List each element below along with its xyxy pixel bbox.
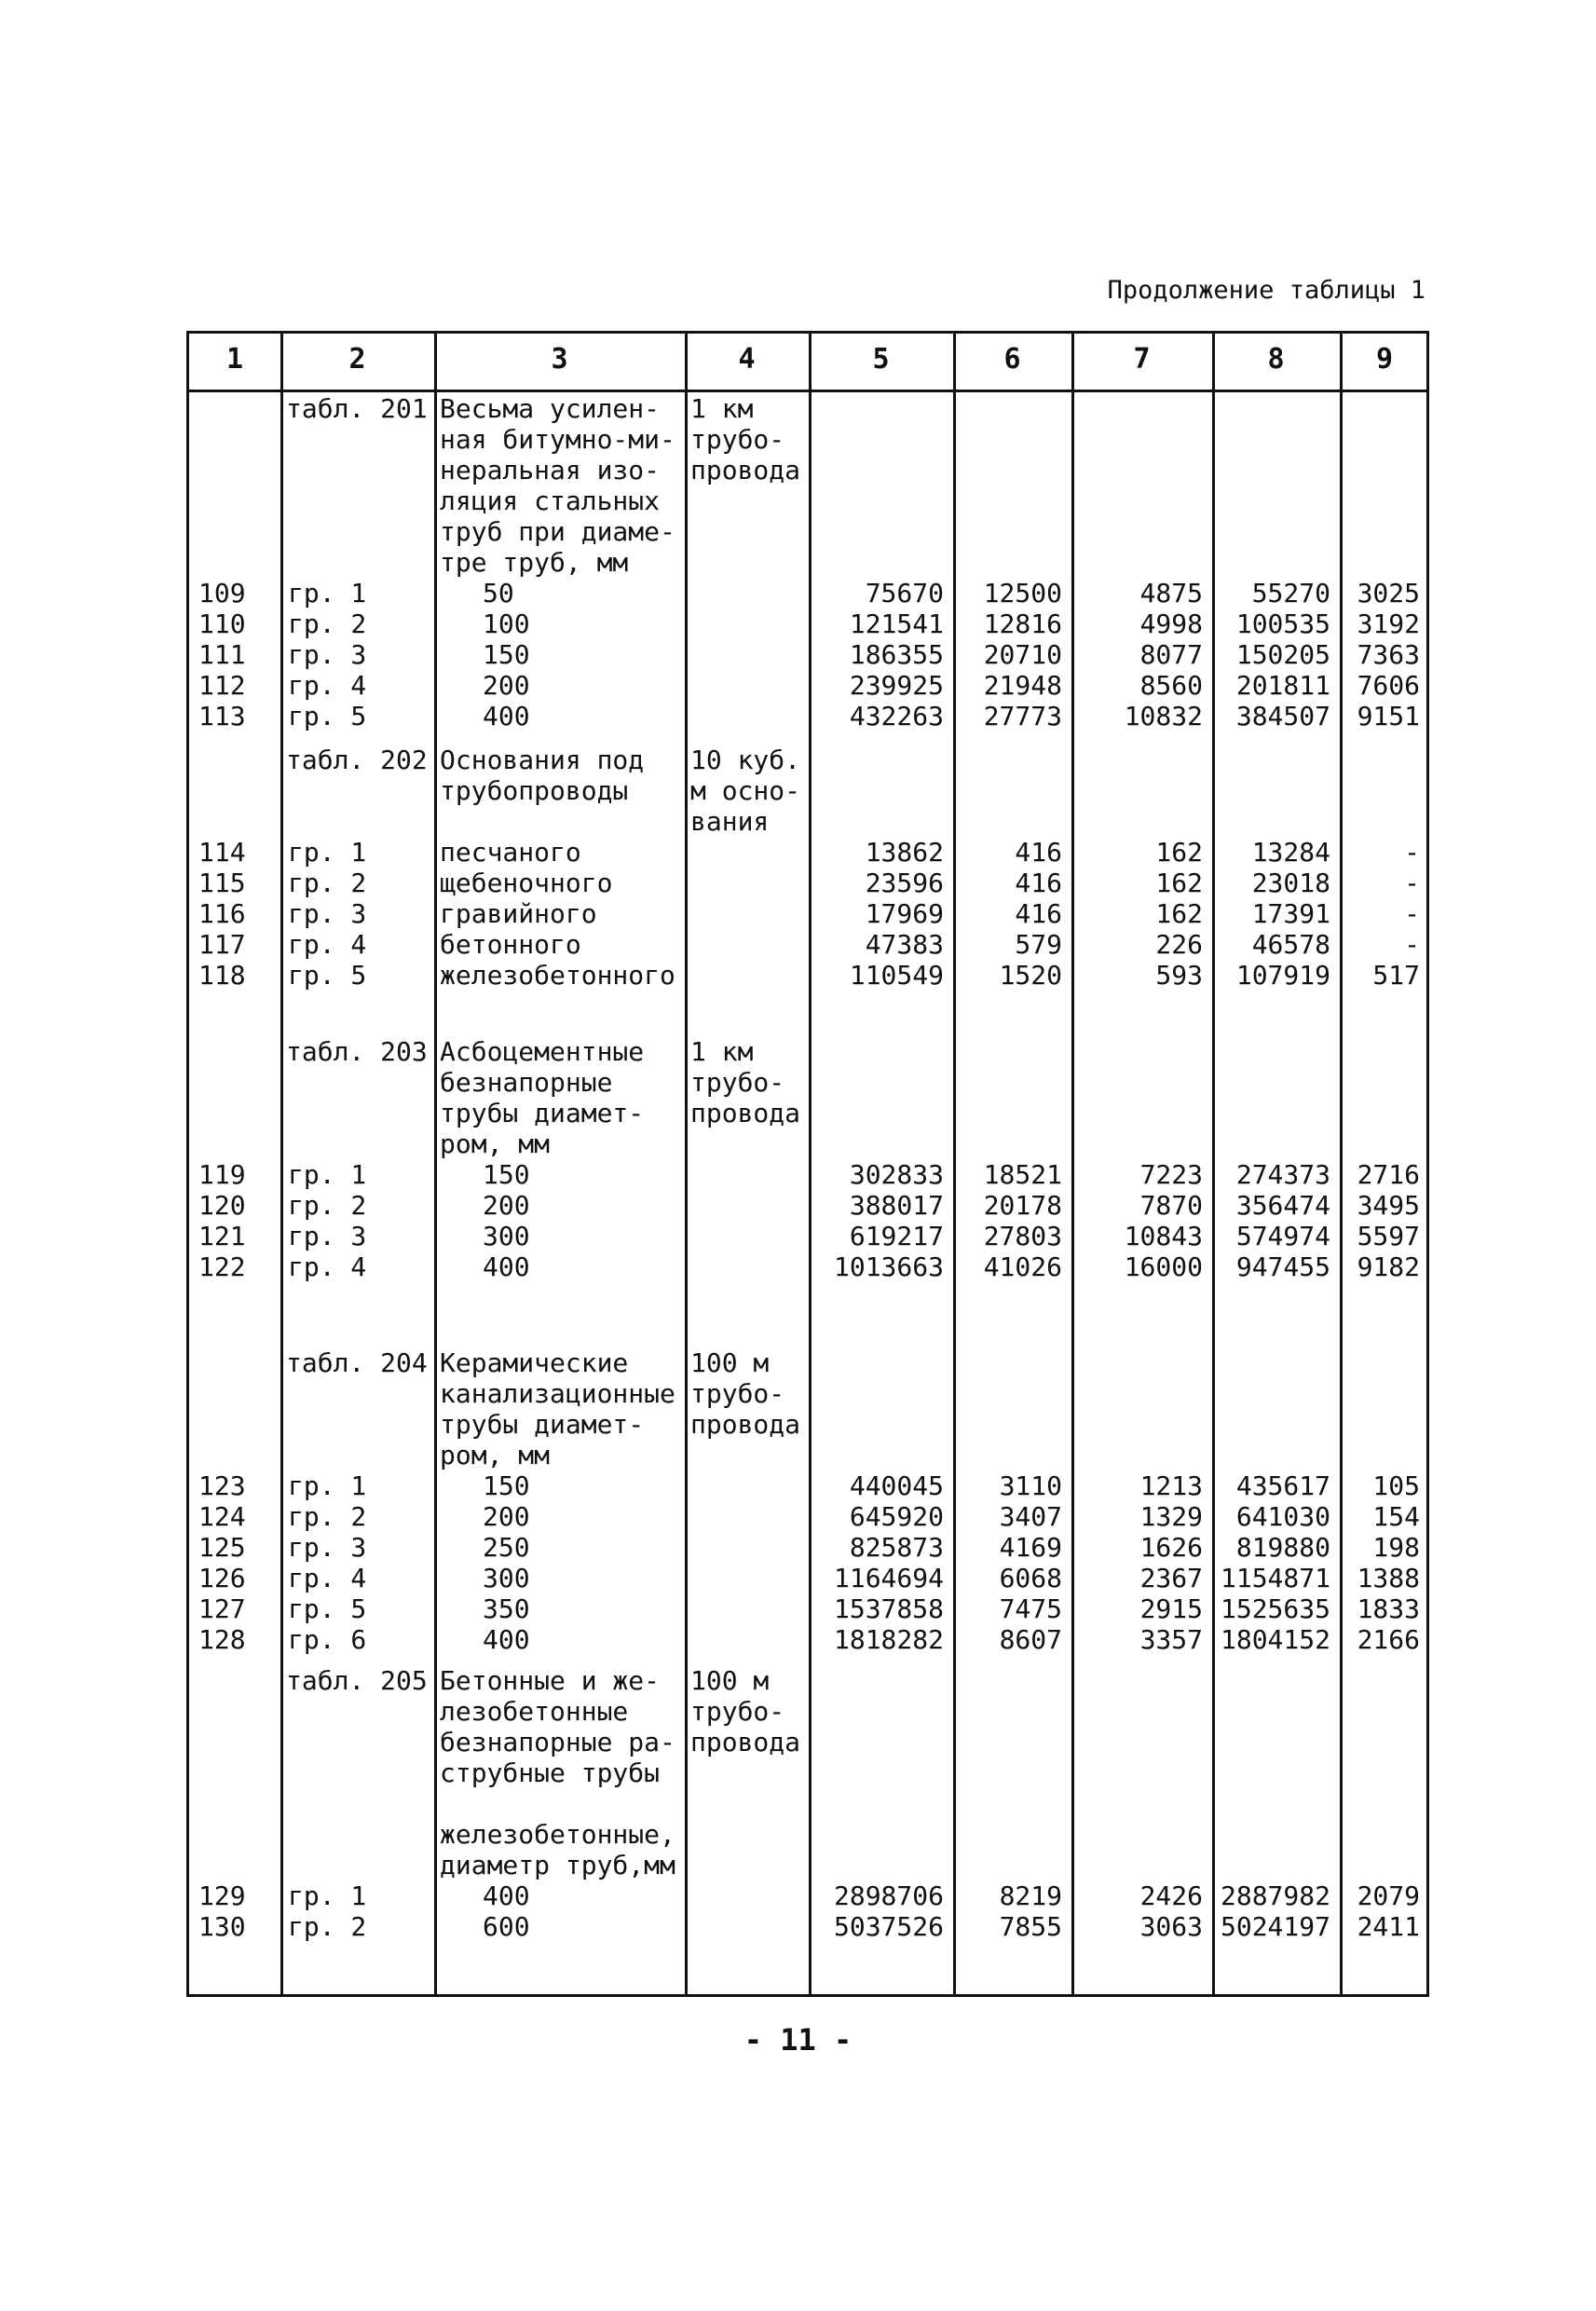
- row-col-8: 947455: [1235, 1251, 1330, 1282]
- row-col-8: 1804152: [1220, 1624, 1330, 1655]
- row-col-8: 819880: [1235, 1532, 1330, 1563]
- row-col-5: 13862: [865, 837, 944, 868]
- row-col-9: 5597: [1357, 1221, 1420, 1251]
- row-col-9: 198: [1372, 1532, 1420, 1563]
- row-number: 113: [198, 701, 246, 732]
- row-col-6: 3110: [999, 1470, 1062, 1501]
- row-group: гр. 3: [288, 639, 367, 670]
- row-name: 400: [483, 1251, 530, 1282]
- row-col-6: 3407: [999, 1501, 1062, 1532]
- section-ref: табл. 205: [286, 1665, 428, 1696]
- row-col-7: 8560: [1139, 670, 1203, 701]
- row-col-8: 274373: [1235, 1159, 1330, 1190]
- section-title-line: безнапорные: [440, 1067, 613, 1098]
- header-col-3: 3: [551, 343, 568, 376]
- row-group: гр. 5: [288, 701, 367, 732]
- section-title-line: ляция стальных: [440, 485, 661, 516]
- row-col-7: 7223: [1139, 1159, 1203, 1190]
- row-col-6: 27803: [983, 1221, 1062, 1251]
- header-col-2: 2: [348, 343, 366, 376]
- section-title-line: Бетонные и же-: [440, 1665, 661, 1696]
- row-col-7: 10843: [1124, 1221, 1203, 1251]
- section-title-line: труб при диаме-: [440, 516, 675, 547]
- row-col-5: 440045: [849, 1470, 944, 1501]
- row-name: 200: [483, 670, 530, 701]
- row-col-7: 3357: [1139, 1624, 1203, 1655]
- section-ref: табл. 201: [286, 393, 428, 424]
- row-col-5: 17969: [865, 898, 944, 929]
- page-number: - 11 -: [743, 2022, 853, 2058]
- row-number: 112: [198, 670, 246, 701]
- row-number: 126: [198, 1563, 246, 1593]
- section-unit-line: трубо-: [690, 424, 785, 455]
- row-group: гр. 3: [288, 898, 367, 929]
- row-col-5: 23596: [865, 868, 944, 898]
- row-col-7: 226: [1155, 929, 1203, 960]
- row-col-6: 21948: [983, 670, 1062, 701]
- row-number: 127: [198, 1593, 246, 1624]
- row-col-8: 17391: [1251, 898, 1330, 929]
- row-group: гр. 4: [288, 1563, 367, 1593]
- row-col-6: 20710: [983, 639, 1062, 670]
- row-col-7: 7870: [1139, 1190, 1203, 1221]
- row-col-6: 6068: [999, 1563, 1062, 1593]
- row-col-5: 5037526: [833, 1911, 944, 1942]
- column-divider-1: [280, 334, 283, 1994]
- row-col-8: 107919: [1235, 960, 1330, 991]
- row-number: 110: [198, 609, 246, 639]
- row-col-9: 9151: [1357, 701, 1420, 732]
- section-unit-line: 10 куб.: [690, 745, 801, 775]
- row-number: 109: [198, 578, 246, 609]
- row-col-7: 3063: [1139, 1911, 1203, 1942]
- section-unit-line: провода: [690, 1098, 801, 1128]
- row-name: 200: [483, 1501, 530, 1532]
- section-title-line: струбные трубы: [440, 1757, 661, 1788]
- row-group: гр. 1: [288, 1470, 367, 1501]
- row-col-9: 1388: [1357, 1563, 1420, 1593]
- section-title-line: ром, мм: [440, 1128, 551, 1159]
- row-col-7: 2915: [1139, 1593, 1203, 1624]
- row-col-9: -: [1404, 898, 1420, 929]
- row-col-5: 388017: [849, 1190, 944, 1221]
- row-group: гр. 2: [288, 868, 367, 898]
- section-title-line: лезобетонные: [440, 1696, 629, 1727]
- row-name: бетонного: [440, 929, 581, 960]
- row-col-8: 201811: [1235, 670, 1330, 701]
- row-col-8: 1525635: [1220, 1593, 1330, 1624]
- row-col-8: 46578: [1251, 929, 1330, 960]
- row-col-9: -: [1404, 837, 1420, 868]
- row-name: 300: [483, 1221, 530, 1251]
- row-col-9: 7606: [1357, 670, 1420, 701]
- row-number: 111: [198, 639, 246, 670]
- row-number: 122: [198, 1251, 246, 1282]
- row-col-9: -: [1404, 868, 1420, 898]
- row-col-5: 110549: [849, 960, 944, 991]
- row-col-8: 2887982: [1220, 1880, 1330, 1911]
- row-group: гр. 6: [288, 1624, 367, 1655]
- section-unit-line: провода: [690, 455, 801, 485]
- row-col-7: 10832: [1124, 701, 1203, 732]
- row-name: железобетонного: [440, 960, 675, 991]
- row-col-8: 1154871: [1220, 1563, 1330, 1593]
- row-col-7: 1213: [1139, 1470, 1203, 1501]
- section-title-line: трубы диамет-: [440, 1098, 645, 1128]
- row-col-5: 825873: [849, 1532, 944, 1563]
- data-table: [186, 331, 1429, 1997]
- row-col-9: 3495: [1357, 1190, 1420, 1221]
- row-group: гр. 1: [288, 1880, 367, 1911]
- row-name: 600: [483, 1911, 530, 1942]
- row-col-5: 302833: [849, 1159, 944, 1190]
- row-col-7: 2426: [1139, 1880, 1203, 1911]
- section-unit-line: трубо-: [690, 1067, 785, 1098]
- row-col-8: 23018: [1251, 868, 1330, 898]
- row-col-7: 16000: [1124, 1251, 1203, 1282]
- row-col-9: 2079: [1357, 1880, 1420, 1911]
- section-ref: табл. 203: [286, 1036, 428, 1067]
- row-col-6: 7855: [999, 1911, 1062, 1942]
- row-col-5: 47383: [865, 929, 944, 960]
- section-title-line: Асбоцементные: [440, 1036, 645, 1067]
- row-number: 129: [198, 1880, 246, 1911]
- row-col-8: 574974: [1235, 1221, 1330, 1251]
- row-group: гр. 3: [288, 1532, 367, 1563]
- row-col-9: 517: [1372, 960, 1420, 991]
- row-col-7: 8077: [1139, 639, 1203, 670]
- row-col-8: 384507: [1235, 701, 1330, 732]
- row-col-5: 645920: [849, 1501, 944, 1532]
- row-number: 117: [198, 929, 246, 960]
- row-group: гр. 3: [288, 1221, 367, 1251]
- row-col-6: 7475: [999, 1593, 1062, 1624]
- row-col-5: 1537858: [833, 1593, 944, 1624]
- section-title-line: неральная изо-: [440, 455, 661, 485]
- row-number: 125: [198, 1532, 246, 1563]
- row-col-6: 18521: [983, 1159, 1062, 1190]
- row-col-6: 4169: [999, 1532, 1062, 1563]
- section-title-line: безнапорные ра-: [440, 1727, 675, 1757]
- section-ref: табл. 204: [286, 1347, 428, 1378]
- section-title-line: Весьма усилен-: [440, 393, 661, 424]
- row-group: гр. 1: [288, 1159, 367, 1190]
- header-col-1: 1: [225, 343, 244, 376]
- section-title-line: канализационные: [440, 1378, 675, 1409]
- row-col-6: 8219: [999, 1880, 1062, 1911]
- row-col-5: 619217: [849, 1221, 944, 1251]
- row-col-5: 121541: [849, 609, 944, 639]
- table-continuation-caption: Продолжение таблицы 1: [1107, 276, 1425, 305]
- column-divider-3: [685, 334, 688, 1994]
- row-col-7: 162: [1155, 898, 1203, 929]
- row-number: 124: [198, 1501, 246, 1532]
- section-unit-line: м осно-: [690, 775, 801, 806]
- row-col-6: 41026: [983, 1251, 1062, 1282]
- row-name: щебеночного: [440, 868, 613, 898]
- row-col-9: 7363: [1357, 639, 1420, 670]
- row-number: 115: [198, 868, 246, 898]
- header-col-4: 4: [738, 343, 756, 376]
- row-col-6: 579: [1015, 929, 1062, 960]
- row-number: 119: [198, 1159, 246, 1190]
- section-unit-line: трубо-: [690, 1696, 785, 1727]
- row-col-9: 2411: [1357, 1911, 1420, 1942]
- row-col-6: 416: [1015, 868, 1062, 898]
- row-name: 50: [483, 578, 514, 609]
- row-col-8: 5024197: [1220, 1911, 1330, 1942]
- row-number: 123: [198, 1470, 246, 1501]
- row-col-5: 1818282: [833, 1624, 944, 1655]
- row-col-9: 3192: [1357, 609, 1420, 639]
- row-group: гр. 2: [288, 1501, 367, 1532]
- row-group: гр. 4: [288, 1251, 367, 1282]
- row-name: 200: [483, 1190, 530, 1221]
- row-col-6: 12500: [983, 578, 1062, 609]
- section-unit-line: провода: [690, 1727, 801, 1757]
- section-title-line: диаметр труб,мм: [440, 1850, 675, 1880]
- section-title-line: железобетонные,: [440, 1819, 675, 1850]
- section-title-line: тре труб, мм: [440, 547, 629, 578]
- row-col-8: 435617: [1235, 1470, 1330, 1501]
- header-col-6: 6: [1003, 343, 1021, 376]
- row-name: 100: [483, 609, 530, 639]
- row-group: гр. 5: [288, 1593, 367, 1624]
- row-group: гр. 1: [288, 837, 367, 868]
- section-unit-line: 1 км: [690, 393, 754, 424]
- row-col-7: 4875: [1139, 578, 1203, 609]
- row-col-7: 593: [1155, 960, 1203, 991]
- row-name: 150: [483, 1470, 530, 1501]
- row-number: 128: [198, 1624, 246, 1655]
- row-col-7: 162: [1155, 868, 1203, 898]
- row-col-8: 641030: [1235, 1501, 1330, 1532]
- header-col-7: 7: [1133, 343, 1151, 376]
- row-col-6: 416: [1015, 837, 1062, 868]
- row-number: 130: [198, 1911, 246, 1942]
- row-col-6: 8607: [999, 1624, 1062, 1655]
- row-number: 121: [198, 1221, 246, 1251]
- row-col-5: 186355: [849, 639, 944, 670]
- section-unit-line: 100 м: [690, 1347, 770, 1378]
- row-col-9: -: [1404, 929, 1420, 960]
- row-col-6: 416: [1015, 898, 1062, 929]
- row-group: гр. 1: [288, 578, 367, 609]
- row-col-9: 3025: [1357, 578, 1420, 609]
- row-group: гр. 5: [288, 960, 367, 991]
- section-title-line: трубы диамет-: [440, 1409, 645, 1440]
- row-col-8: 356474: [1235, 1190, 1330, 1221]
- row-col-9: 2166: [1357, 1624, 1420, 1655]
- row-col-5: 239925: [849, 670, 944, 701]
- row-name: песчаного: [440, 837, 581, 868]
- section-title-line: Керамические: [440, 1347, 629, 1378]
- section-unit-line: трубо-: [690, 1378, 785, 1409]
- row-col-7: 1329: [1139, 1501, 1203, 1532]
- header-divider: [189, 390, 1426, 392]
- row-col-6: 1520: [999, 960, 1062, 991]
- column-divider-2: [434, 334, 437, 1994]
- row-group: гр. 4: [288, 929, 367, 960]
- section-title-line: трубопроводы: [440, 775, 629, 806]
- header-col-5: 5: [872, 343, 890, 376]
- header-col-9: 9: [1375, 343, 1394, 376]
- row-col-9: 2716: [1357, 1159, 1420, 1190]
- row-col-7: 4998: [1139, 609, 1203, 639]
- row-col-9: 1833: [1357, 1593, 1420, 1624]
- row-col-9: 9182: [1357, 1251, 1420, 1282]
- row-number: 118: [198, 960, 246, 991]
- row-name: 150: [483, 639, 530, 670]
- row-col-8: 55270: [1251, 578, 1330, 609]
- row-col-5: 432263: [849, 701, 944, 732]
- section-unit-line: провода: [690, 1409, 801, 1440]
- section-unit-line: 1 км: [690, 1036, 754, 1067]
- row-name: 150: [483, 1159, 530, 1190]
- row-name: 400: [483, 1624, 530, 1655]
- section-unit-line: вания: [690, 806, 770, 837]
- row-col-8: 13284: [1251, 837, 1330, 868]
- row-col-7: 2367: [1139, 1563, 1203, 1593]
- section-ref: табл. 202: [286, 745, 428, 775]
- row-col-6: 20178: [983, 1190, 1062, 1221]
- row-col-9: 105: [1372, 1470, 1420, 1501]
- row-col-9: 154: [1372, 1501, 1420, 1532]
- row-name: гравийного: [440, 898, 597, 929]
- row-col-5: 1013663: [833, 1251, 944, 1282]
- row-group: гр. 4: [288, 670, 367, 701]
- row-col-7: 162: [1155, 837, 1203, 868]
- row-number: 114: [198, 837, 246, 868]
- row-number: 120: [198, 1190, 246, 1221]
- row-group: гр. 2: [288, 609, 367, 639]
- row-number: 116: [198, 898, 246, 929]
- section-unit-line: 100 м: [690, 1665, 770, 1696]
- row-group: гр. 2: [288, 1190, 367, 1221]
- row-name: 300: [483, 1563, 530, 1593]
- row-col-8: 150205: [1235, 639, 1330, 670]
- row-col-5: 2898706: [833, 1880, 944, 1911]
- header-col-8: 8: [1267, 343, 1285, 376]
- row-name: 400: [483, 1880, 530, 1911]
- row-col-8: 100535: [1235, 609, 1330, 639]
- row-col-5: 75670: [865, 578, 944, 609]
- row-col-5: 1164694: [833, 1563, 944, 1593]
- row-name: 350: [483, 1593, 530, 1624]
- row-name: 400: [483, 701, 530, 732]
- section-title-line: Основания под: [440, 745, 645, 775]
- row-col-6: 12816: [983, 609, 1062, 639]
- row-group: гр. 2: [288, 1911, 367, 1942]
- section-title-line: ром, мм: [440, 1440, 551, 1470]
- row-col-6: 27773: [983, 701, 1062, 732]
- row-col-7: 1626: [1139, 1532, 1203, 1563]
- row-name: 250: [483, 1532, 530, 1563]
- section-title-line: ная битумно-ми-: [440, 424, 675, 455]
